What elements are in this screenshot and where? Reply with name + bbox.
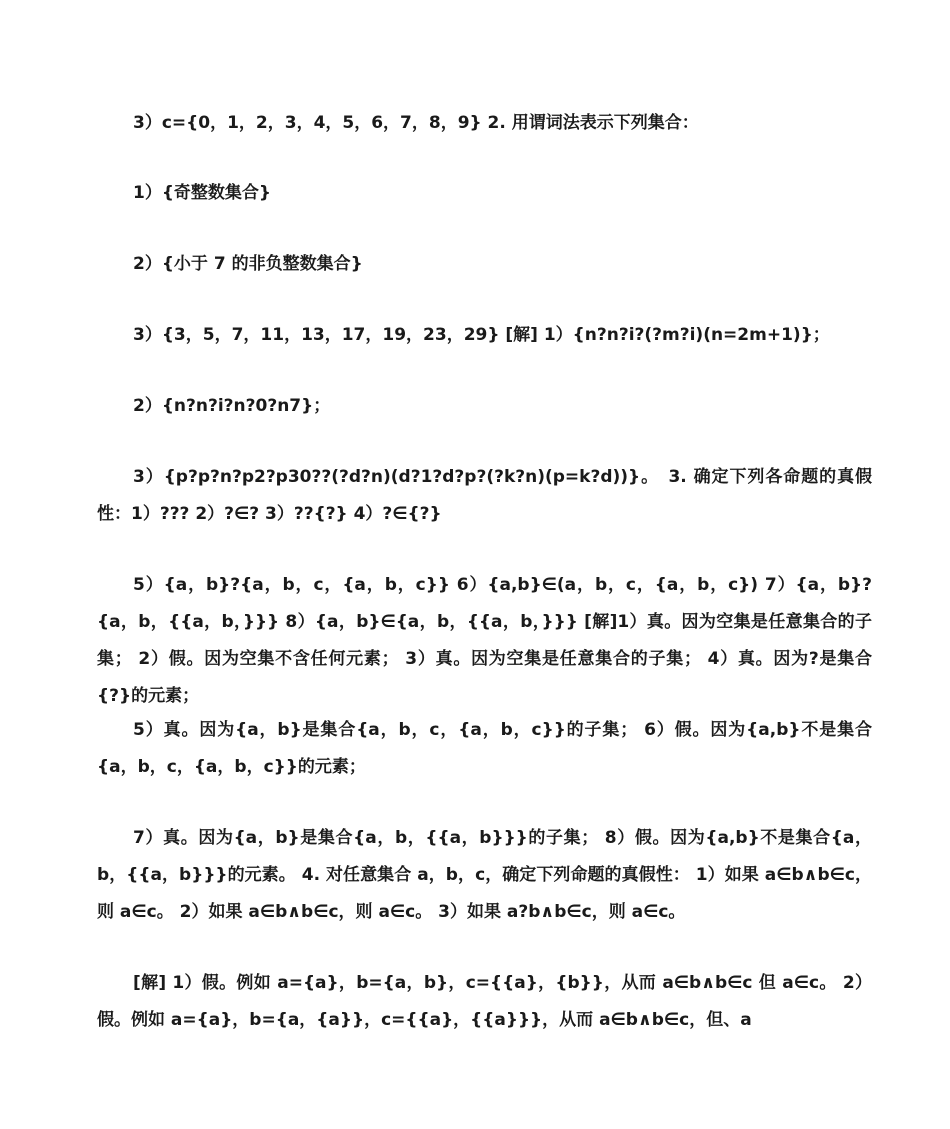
paragraph-8: 5）真。因为{a，b}是集合{a，b，c，{a，b，c}}的子集； 6）假。因为{a,b}不是集合{a，b，c，{a，b，c}}的元素； xyxy=(97,720,872,777)
paragraph-9: 7）真。因为{a，b}是集合{a，b，{{a，b}}}的子集； 8）假。因为{a,b}不是集合{a，b，{{a，b}}}的元素。 4. 对任意集合 a，b，c，确定下列命题的真假性： 1）如果 a∈b∧b∈c，则 a∈c。 2）如果 a∈b∧b∈c，则 a∈c。 3）如果 a?b∧b∈c，则 a∈c。 xyxy=(97,828,872,922)
paragraph-4: 3）{3，5，7，11，13，17，19，23，29} [解] 1）{n?n?i?(?m?i)(n=2m+1)}； xyxy=(133,325,830,345)
paragraph-7: 5）{a，b}?{a，b，c，{a，b，c}} 6）{a,b}∈(a，b，c，{a，b，c}) 7）{a，b}?{a，b，{{a，b，}}} 8）{a，b}∈{a，b，{{a，b，}}} [解]1）真。因为空集是任意集合的子集； 2）假。因为空集不含任何元素； 3）真。因为空集是任意集合的子集； 4）真。因为?是集合{?}的元素； xyxy=(97,575,872,706)
paragraph-2: 1）{奇整数集合} xyxy=(133,183,272,203)
paragraph-5: 2）{n?n?i?n?0?n7}； xyxy=(133,396,331,416)
paragraph-1: 3）c={0，1，2，3，4，5，6，7，8，9} 2. 用谓词法表示下列集合： xyxy=(133,113,699,133)
paragraph-6: 3）{p?p?n?p2?p30??(?d?n)(d?1?d?p?(?k?n)(p=k?d))}。 3. 确定下列各命题的真假性：1）??? 2）?∈? 3）??{?} 4）?∈{?} xyxy=(97,467,872,524)
paragraph-3: 2）{小于 7 的非负整数集合} xyxy=(133,254,363,274)
paragraph-10: [解] 1）假。例如 a={a}，b={a，b}，c={{a}，{b}}，从而 a∈b∧b∈c 但 a∈c。 2）假。例如 a={a}，b={a，{a}}，c={{a}，{{a}}}，从而 a∈b∧b∈c，但、a xyxy=(97,973,872,1030)
